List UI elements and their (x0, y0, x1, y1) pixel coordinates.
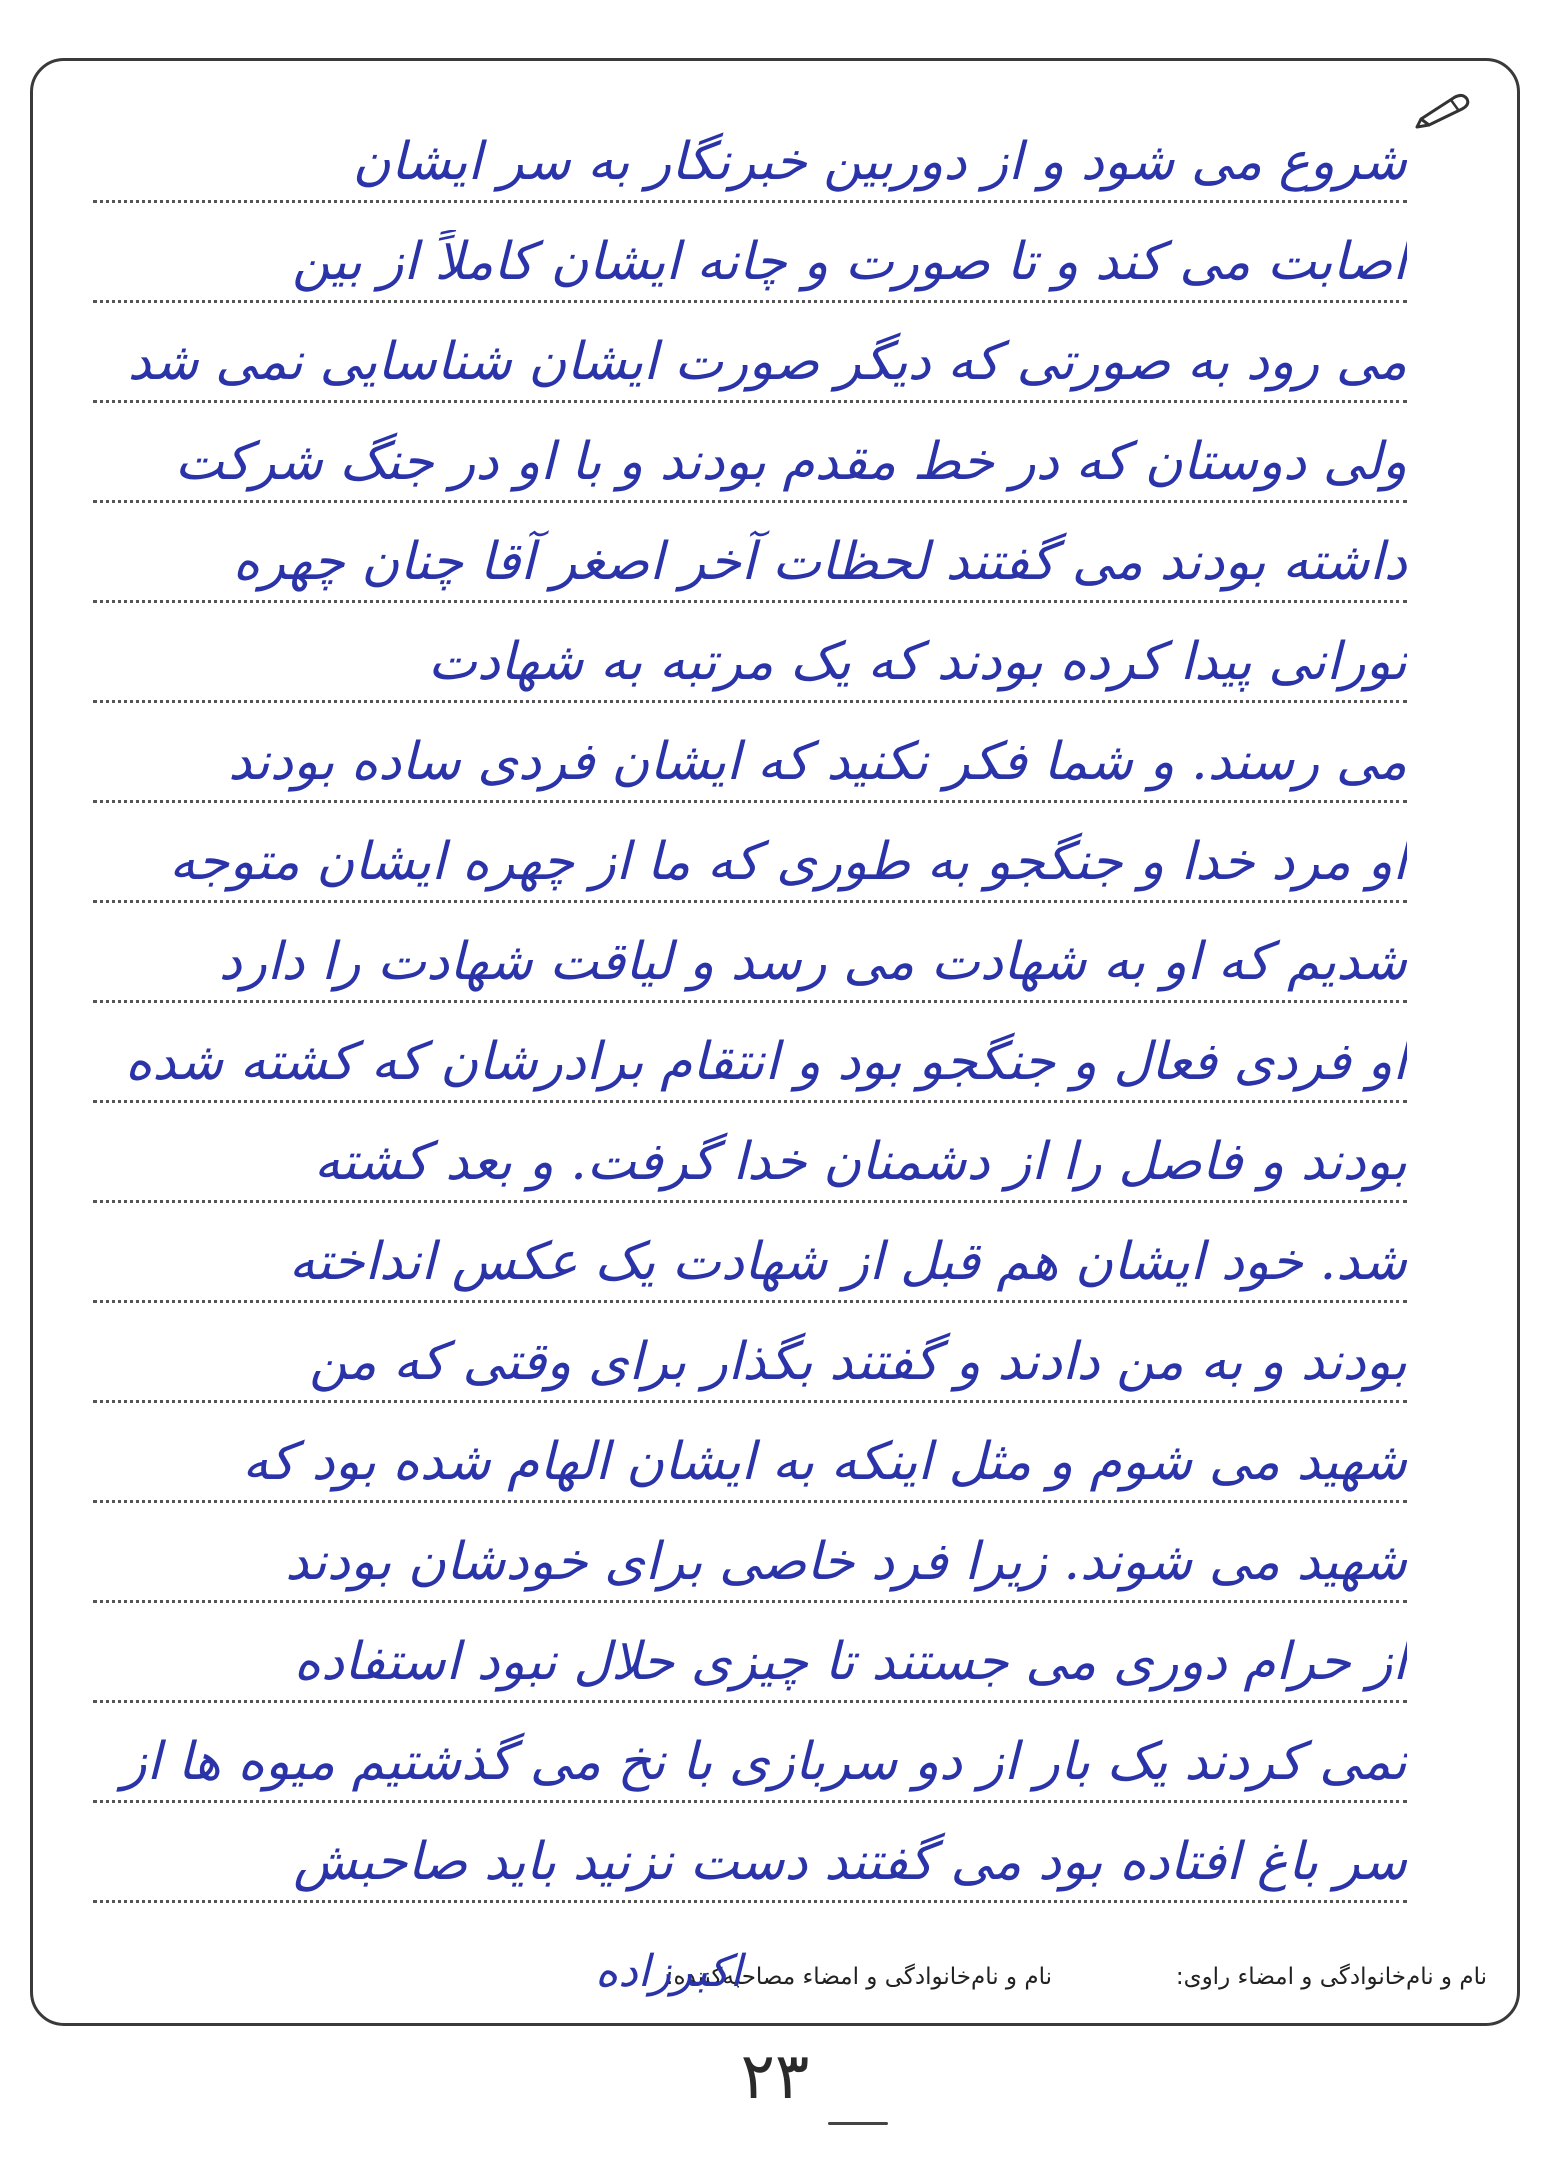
page-number: ۲۳ (740, 2040, 810, 2114)
handwritten-line: داشته بودند می گفتند لحظات آخر اصغر آقا چنان چهره (232, 532, 1407, 592)
handwritten-line: اصابت می کند و تا صورت و چانه ایشان کاملاً از بین (292, 232, 1407, 292)
ruled-line (93, 303, 1407, 403)
handwritten-lines (93, 61, 1407, 2023)
signature-footer (63, 1946, 1487, 2006)
ruled-line (93, 1003, 1407, 1103)
handwritten-line: ولی دوستان که در خط مقدم بودند و با او در جنگ شرکت (174, 432, 1407, 492)
ruled-line (93, 1403, 1407, 1503)
handwritten-line: او فردی فعال و جنگجو بود و انتقام برادرشان که کشته شده (125, 1032, 1407, 1092)
handwritten-line: شد. خود ایشان هم قبل از شهادت یک عکس انداخته (288, 1232, 1407, 1292)
notebook-page-frame (30, 58, 1520, 2026)
ruled-line (93, 803, 1407, 903)
ruled-line (93, 103, 1407, 203)
handwritten-line: شروع می شود و از دوربین خبرنگار به سر ایشان (352, 132, 1407, 192)
ruled-line (93, 603, 1407, 703)
ruled-line (93, 403, 1407, 503)
ruled-line (93, 903, 1407, 1003)
handwritten-line: می رسند. و شما فکر نکنید که ایشان فردی ساده بودند (228, 732, 1407, 792)
handwritten-line: او مرد خدا و جنگجو به طوری که ما از چهره ایشان متوجه (169, 832, 1407, 892)
ruled-line (93, 1303, 1407, 1403)
ruled-line (93, 1803, 1407, 1903)
pen-icon (1415, 89, 1475, 129)
handwritten-line: شهید می شوم و مثل اینکه به ایشان الهام شده بود که (242, 1432, 1407, 1492)
handwritten-line: بودند و فاصل را از دشمنان خدا گرفت. و بعد کشته (314, 1132, 1407, 1192)
handwritten-line: شدیم که او به شهادت می رسد و لیاقت شهادت را دارد (218, 932, 1407, 992)
ruled-line (93, 703, 1407, 803)
ruled-line (93, 203, 1407, 303)
handwritten-line: شهید می شوند. زیرا فرد خاصی برای خودشان بودند (285, 1532, 1407, 1592)
narrator-signature-label: نام و نام‌خانوادگی و امضاء راوی: (1175, 1964, 1487, 1990)
ruled-line (93, 1103, 1407, 1203)
ruled-line (93, 1203, 1407, 1303)
interviewer-signature-label: نام و نام‌خانوادگی و امضاء مصاحبه‌کننده: (665, 1964, 1052, 1990)
ruled-line (93, 1503, 1407, 1603)
interviewer-signature: اکبرزاده (595, 1946, 742, 1997)
page-number-underline (828, 2122, 888, 2125)
handwritten-line: سر باغ افتاده بود می گفتند دست نزنید باید صاحبش (293, 1832, 1407, 1892)
ruled-line (93, 503, 1407, 603)
ruled-line (93, 1603, 1407, 1703)
handwritten-line: می رود به صورتی که دیگر صورت ایشان شناسایی نمی شد (127, 332, 1407, 392)
ruled-line (93, 1703, 1407, 1803)
handwritten-line: نمی کردند یک بار از دو سربازی با نخ می گذشتیم میوه ها از (121, 1732, 1407, 1792)
handwritten-line: بودند و به من دادند و گفتند بگذار برای وقتی که من (309, 1332, 1407, 1392)
handwritten-line: نورانی پیدا کرده بودند که یک مرتبه به شهادت (427, 632, 1407, 692)
handwritten-line: از حرام دوری می جستند تا چیزی حلال نبود استفاده (293, 1632, 1407, 1692)
